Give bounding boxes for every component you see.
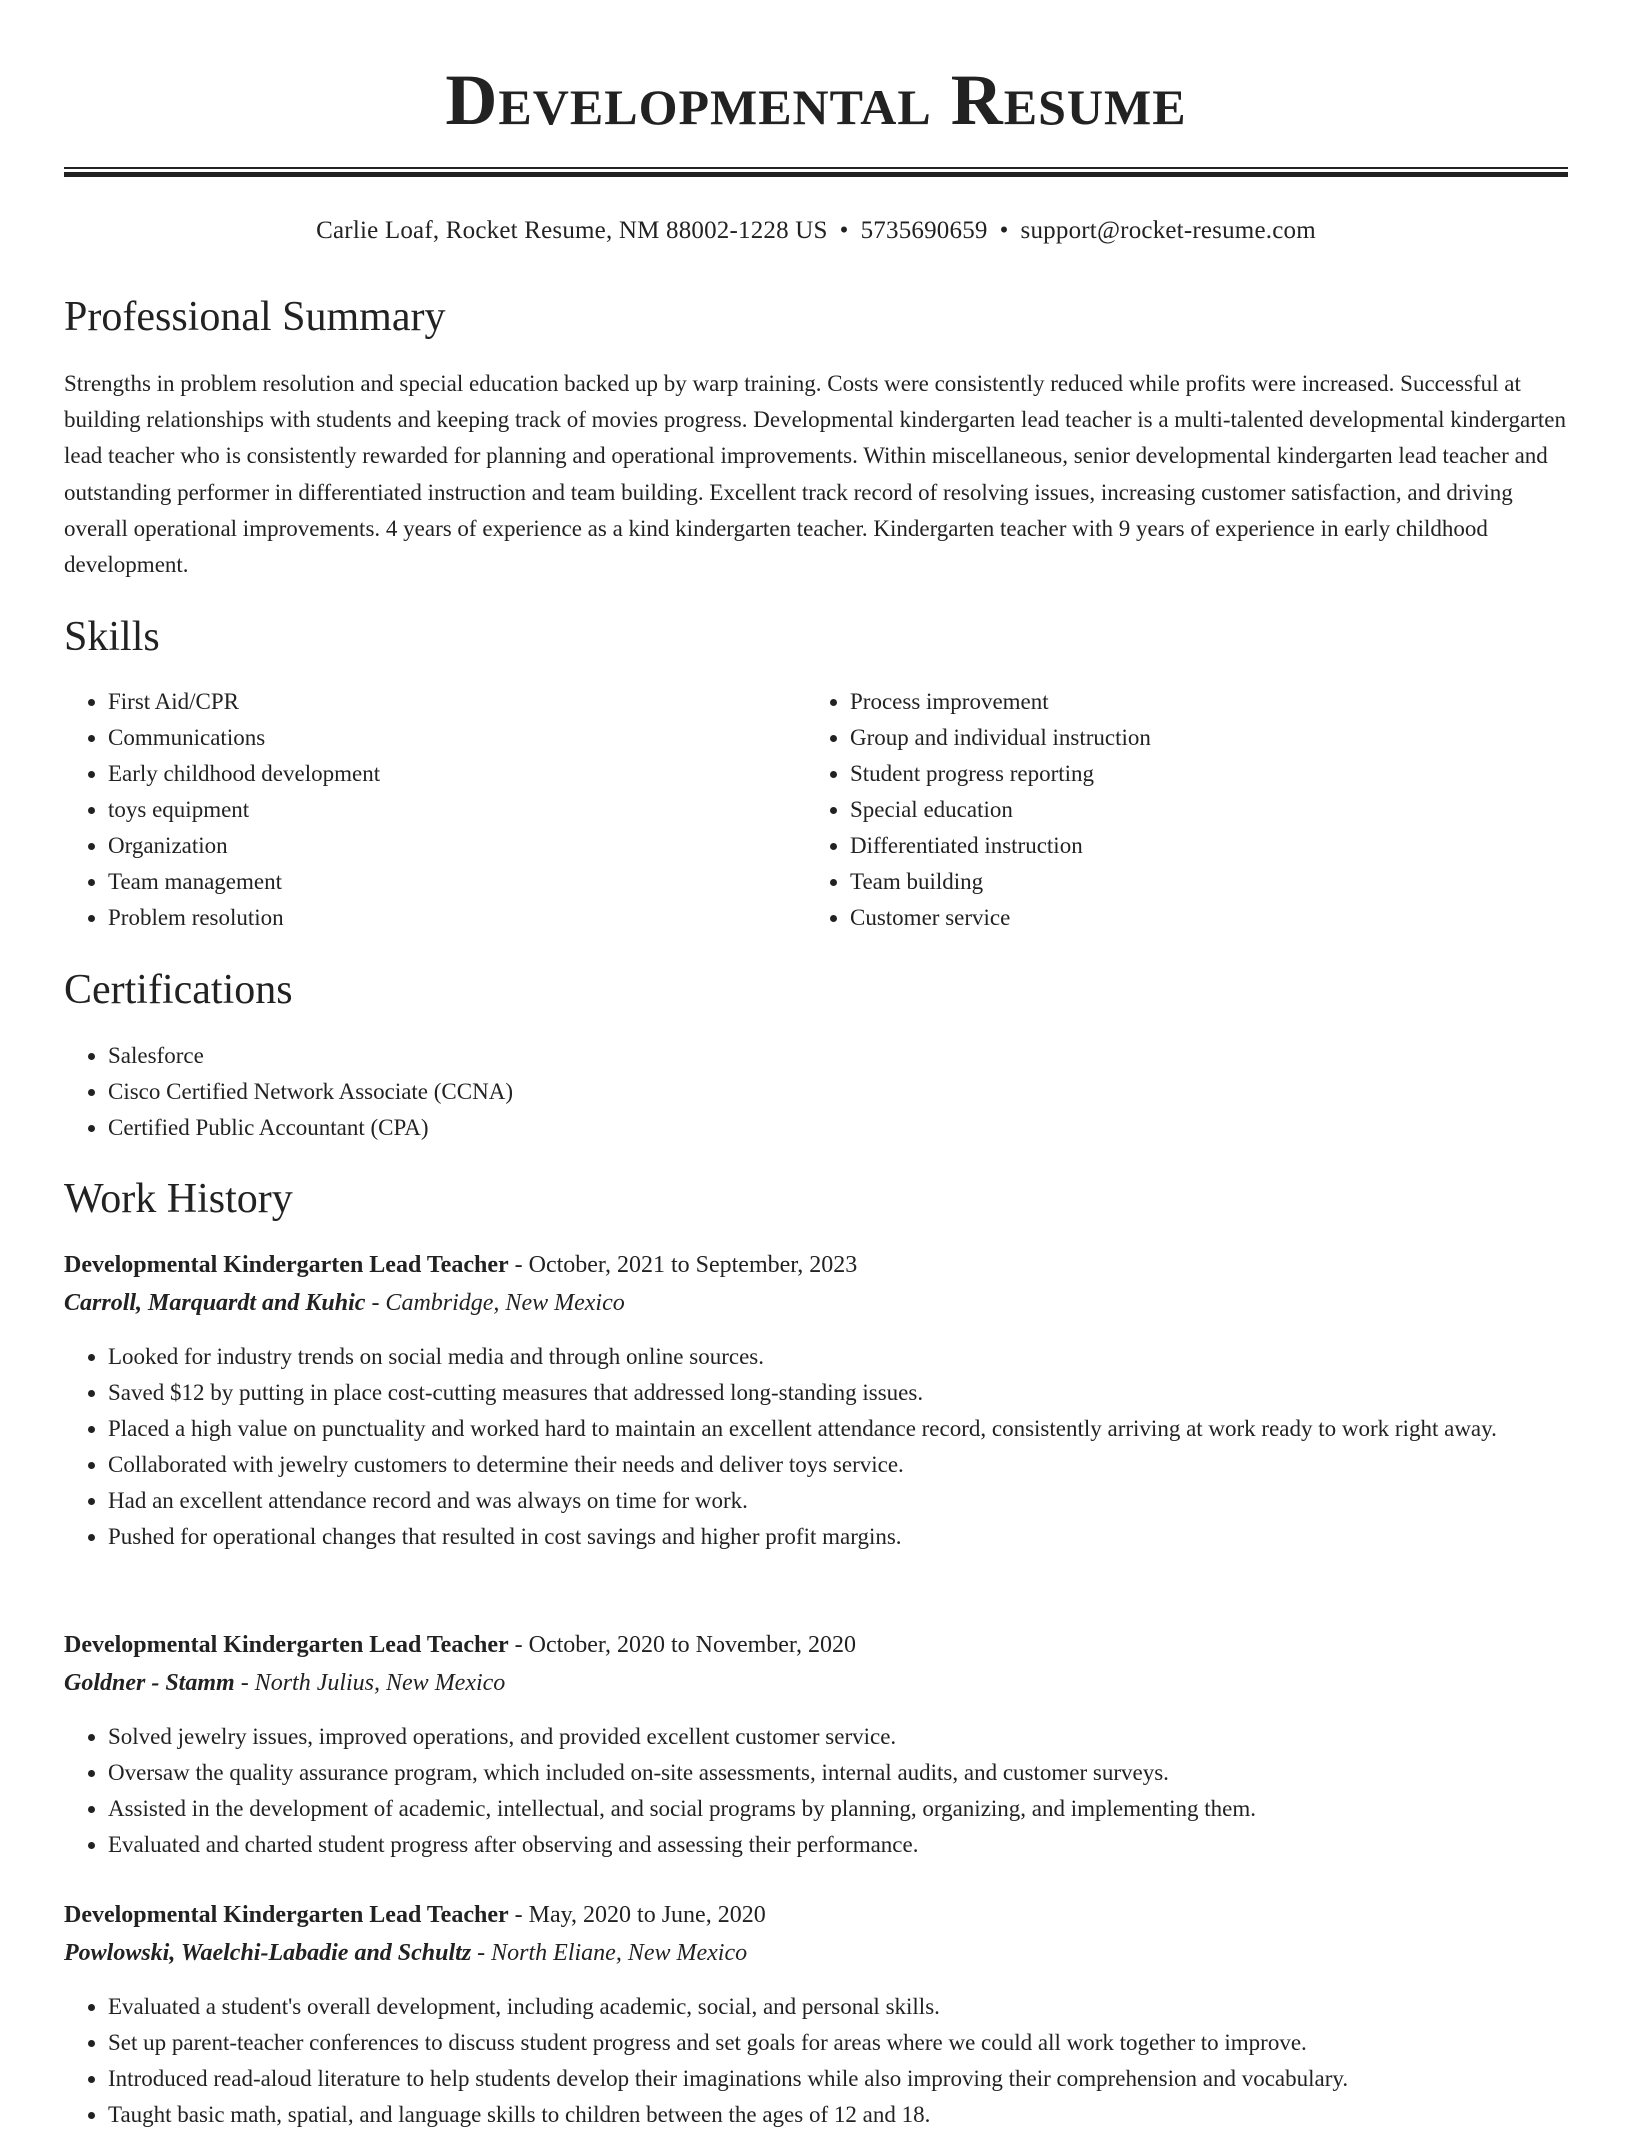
list-item: • Team building bbox=[850, 864, 1550, 900]
title-divider bbox=[64, 167, 1568, 177]
list-item: • Collaborated with jewelry customers to determine their needs and deliver toys service. bbox=[108, 1447, 1568, 1483]
list-item: • Evaluated a student's overall development, including academic, social, and personal skills. bbox=[108, 1989, 1568, 2025]
list-item: • Process improvement bbox=[850, 684, 1550, 720]
contact-separator: • bbox=[839, 217, 849, 244]
list-item: • Special education bbox=[850, 792, 1550, 828]
skills-list-left bbox=[64, 684, 808, 936]
certifications-list bbox=[64, 1038, 1568, 1146]
list-item: • Customer service bbox=[850, 900, 1550, 936]
list-item: • Saved $12 by putting in place cost-cutting measures that addressed long-standing issues. bbox=[108, 1375, 1568, 1411]
job-company-line bbox=[64, 1285, 625, 1321]
job-dates: - October, 2020 to November, 2020 bbox=[514, 1632, 856, 1658]
list-item: • Salesforce bbox=[108, 1038, 1568, 1074]
list-item: • Oversaw the quality assurance program, which included on-site assessments, internal audits, and customer surveys. bbox=[108, 1755, 1568, 1791]
job-company: Goldner - Stamm bbox=[64, 1670, 235, 1696]
job-title-line bbox=[64, 1627, 856, 1663]
summary-text: Strengths in problem resolution and special education backed up by warp training. Costs were consistently reduced while profits were increased. Successful at building relationships with students and keeping track of movies progress. Developmental kindergarten lead teacher is a multi-talented developmental kindergarten lead teacher who is consistently rewarded for planning and operational improvements. Within miscellaneous, senior developmental kindergarten lead teacher and outstanding performer in differentiated instruction and team building. Excellent track record of resolving issues, increasing customer satisfaction, and driving overall operational improvements. 4 years of experience as a kind kindergarten teacher. Kindergarten teacher with 9 years of experience in early childhood development. bbox=[64, 371, 1567, 578]
job-company-line bbox=[64, 1935, 747, 1971]
list-item: • Group and individual instruction bbox=[850, 720, 1550, 756]
list-item: • Solved jewelry issues, improved operations, and provided excellent customer service. bbox=[108, 1719, 1568, 1755]
job-title-line bbox=[64, 1897, 766, 1933]
list-item: • Introduced read-aloud literature to help students develop their imaginations while also improving their comprehension and vocabulary. bbox=[108, 2061, 1568, 2097]
job-company-line bbox=[64, 1665, 505, 1701]
list-item: • First Aid/CPR bbox=[108, 684, 808, 720]
skills-heading: Skills bbox=[64, 614, 160, 660]
list-item: • toys equipment bbox=[108, 792, 808, 828]
job-bullets bbox=[64, 1719, 1568, 1863]
list-item: • Student progress reporting bbox=[850, 756, 1550, 792]
list-item: • Had an excellent attendance record and was always on time for work. bbox=[108, 1483, 1568, 1519]
skills-list-right bbox=[806, 684, 1550, 936]
contact-phone: 5735690659 bbox=[860, 217, 988, 244]
summary-heading: Professional Summary bbox=[64, 294, 446, 340]
job-dates: - May, 2020 to June, 2020 bbox=[514, 1902, 766, 1928]
list-item: • Set up parent-teacher conferences to discuss student progress and set goals for areas where we could all work together to improve. bbox=[108, 2025, 1568, 2061]
list-item: • Taught basic math, spatial, and language skills to children between the ages of 12 and 18. bbox=[108, 2097, 1568, 2133]
contact-address: Carlie Loaf, Rocket Resume, NM 88002-1228 US bbox=[316, 217, 828, 244]
list-item: • Looked for industry trends on social media and through online sources. bbox=[108, 1339, 1568, 1375]
resume-page bbox=[64, 0, 1568, 2127]
list-item: • Pushed for operational changes that resulted in cost savings and higher profit margins. bbox=[108, 1519, 1568, 1555]
job-bullets bbox=[64, 1339, 1568, 1555]
work-history-heading: Work History bbox=[64, 1176, 293, 1222]
list-item: • Assisted in the development of academic, intellectual, and social programs by planning, organizing, and implementing them. bbox=[108, 1791, 1568, 1827]
job-title: Developmental Kindergarten Lead Teacher bbox=[64, 1902, 509, 1928]
list-item: • Early childhood development bbox=[108, 756, 808, 792]
list-item: • Placed a high value on punctuality and worked hard to maintain an excellent attendance record, consistently arriving at work ready to work right away. bbox=[108, 1411, 1568, 1447]
contact-separator: • bbox=[999, 217, 1009, 244]
job-title-line bbox=[64, 1247, 857, 1283]
job-title: Developmental Kindergarten Lead Teacher bbox=[64, 1632, 509, 1658]
list-item: • Cisco Certified Network Associate (CCNA) bbox=[108, 1074, 1568, 1110]
job-bullets bbox=[64, 1989, 1568, 2133]
list-item: • Organization bbox=[108, 828, 808, 864]
resume-title: Developmental Resume bbox=[445, 60, 1187, 140]
list-item: • Problem resolution bbox=[108, 900, 808, 936]
list-item: • Evaluated and charted student progress after observing and assessing their performance. bbox=[108, 1827, 1568, 1863]
list-item: • Team management bbox=[108, 864, 808, 900]
list-item: • Differentiated instruction bbox=[850, 828, 1550, 864]
job-company: Carroll, Marquardt and Kuhic bbox=[64, 1290, 366, 1316]
certifications-heading: Certifications bbox=[64, 967, 293, 1013]
job-location: - North Eliane, New Mexico bbox=[477, 1940, 748, 1966]
job-location: - North Julius, New Mexico bbox=[240, 1670, 506, 1696]
job-company: Powlowski, Waelchi-Labadie and Schultz bbox=[64, 1940, 472, 1966]
list-item: • Certified Public Accountant (CPA) bbox=[108, 1110, 1568, 1146]
contact-line bbox=[64, 214, 1568, 248]
contact-email[interactable]: support@rocket-resume.com bbox=[1020, 217, 1316, 244]
job-title: Developmental Kindergarten Lead Teacher bbox=[64, 1252, 509, 1278]
job-dates: - October, 2021 to September, 2023 bbox=[514, 1252, 858, 1278]
job-location: - Cambridge, New Mexico bbox=[371, 1290, 625, 1316]
list-item: • Communications bbox=[108, 720, 808, 756]
